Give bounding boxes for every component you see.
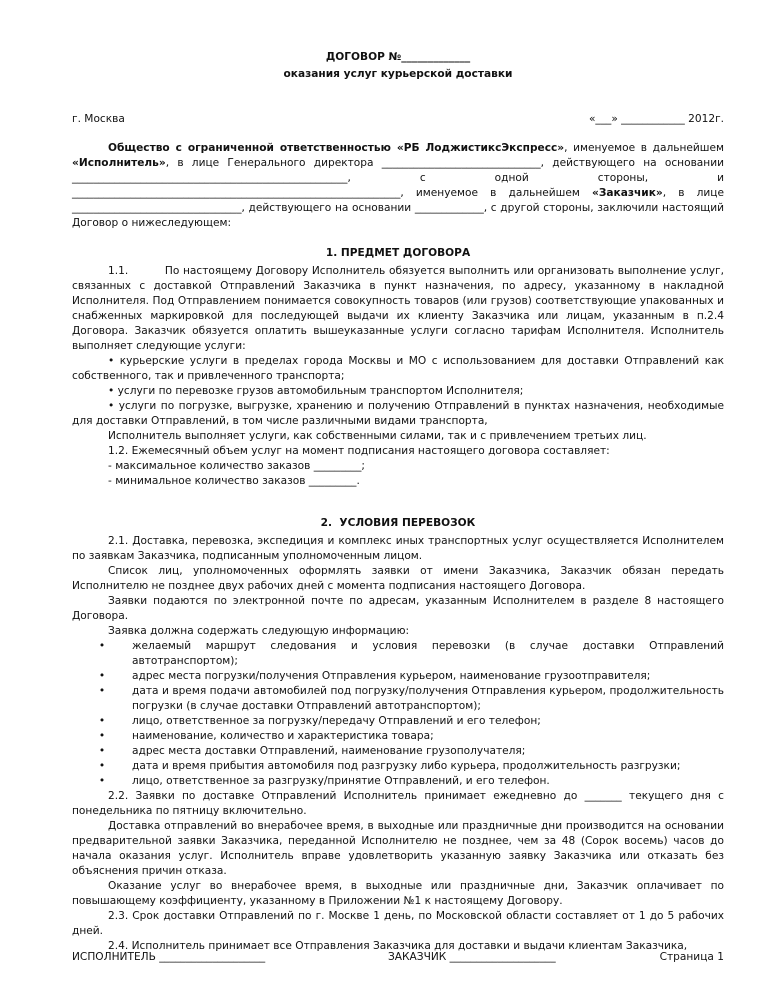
preamble-part4: , в лице ________________________________, действующего на основании _____________, с другой стороны, заключили настоящий Договор о нижеследующем: <box>72 187 725 229</box>
clause-2-2: 2.2. Заявки по доставке Отправлений Исполнитель принимает ежедневно до _______ текущего дня с понедельника по пятницу включительно. <box>72 790 724 817</box>
preamble-part1: Общество с ограниченной ответственностью <box>108 142 397 154</box>
preamble <box>72 141 724 231</box>
service-bullet-3: • услуги по погрузке, выгрузке, хранению и получению Отправлений в пунктах назначения, необходимые для доставки Отправлений, в том числе различными видами транспорта, <box>72 400 724 427</box>
contract-date: «___» ____________ 2012г. <box>588 113 724 125</box>
min-orders: - минимальное количество заказов _________. <box>108 475 360 487</box>
list-item-text: дата и время подачи автомобилей под погрузку/получения Отправления курьером, продолжительность погрузки (в случае доставки Отправлений автотранспортом); <box>132 685 724 712</box>
section2-heading: 2. УСЛОВИЯ ПЕРЕВОЗОК <box>320 517 476 529</box>
executor-term: «Исполнитель» <box>72 157 166 169</box>
preamble-part2: , именуемое в дальнейшем <box>564 142 724 154</box>
list-item <box>72 684 724 714</box>
authorized-list: Список лиц, уполномоченных оформлять заявки от имени Заказчика, Заказчик обязан передать Исполнителю не позднее двух рабочих дней с момента подписания настоящего Договора. <box>72 565 724 592</box>
company-name: «РБ ЛоджистиксЭкспресс» <box>396 142 565 154</box>
preamble-part3: , в лице Генерального директора ______________________________, действующего на основании ____________________________________________________, с одной стороны, и ______________________________________________________________, именуемое в дальнейшем <box>72 157 724 199</box>
list-item <box>72 729 724 744</box>
bullet: • <box>98 730 106 742</box>
clause-2-1: 2.1. Доставка, перевозка, экспедиция и комплекс иных транспортных услуг осуществляется Исполнителем по заявкам Заказчика, подписанным уполномоченным лицом. <box>72 535 724 562</box>
clause-2-4: 2.4. Исполнитель принимает все Отправления Заказчика для доставки и выдачи клиентам Заказчика, <box>108 940 688 952</box>
list-item <box>72 774 724 789</box>
list-item-text: лицо, ответственное за разгрузку/принятие Отправлений, и его телефон. <box>132 775 550 787</box>
max-orders: - максимальное количество заказов _________; <box>108 460 365 472</box>
contract-subtitle: оказания услуг курьерской доставки <box>283 68 513 80</box>
place-date-row <box>72 112 724 127</box>
bullet: • <box>98 745 106 757</box>
email-submission: Заявки подаются по электронной почте по адресам, указанным Исполнителем в разделе 8 настоящего Договора. <box>72 595 724 622</box>
list-item <box>72 639 724 669</box>
list-item <box>72 744 724 759</box>
bullet: • <box>98 715 106 727</box>
page-number: Страница 1 <box>659 951 724 963</box>
clause-2-3: 2.3. Срок доставки Отправлений по г. Москве 1 день, по Московской области составляет от 1 до 5 рабочих дней. <box>72 910 724 937</box>
clause-1-1: 1.1. По настоящему Договору Исполнитель обязуется выполнить или организовать выполнение услуг, связанных с доставкой Отправлений Заказчика в пункт назначения, по адресу, указанному в накладной Исполнителя. Под Отправлением понимается совокупность товаров (или грузов) соответствующие упакованных и снабженных маркировкой для последующей выдачи их клиенту Заказчика или лицам, указанным в п.2.4 Договора. Заказчик обязуется оплатить вышеуказанные услуги согласно тарифам Исполнителя. Исполнитель выполняет следующие услуги: <box>72 265 724 352</box>
list-item <box>72 669 724 684</box>
bullet: • <box>98 670 106 682</box>
list-item <box>72 759 724 774</box>
city: г. Москва <box>72 113 125 125</box>
off-hours-payment: Оказание услуг во внерабочее время, в выходные или праздничные дни, Заказчик оплачивает по повышающему коэффициенту, указанному в Приложении №1 к настоящему Договору. <box>72 880 724 907</box>
list-item-text: адрес места доставки Отправлений, наименование грузополучателя; <box>132 745 526 757</box>
bullet: • <box>98 640 106 652</box>
service-bullet-1: • курьерские услуги в пределах города Москвы и МО с использованием для доставки Отправлений как собственного, так и привлеченного транспорта; <box>72 355 724 382</box>
service-bullet-2: • услуги по перевозке грузов автомобильным транспортом Исполнителя; <box>108 385 524 397</box>
clause-1-2: 1.2. Ежемесячный объем услуг на момент подписания настоящего договора составляет: <box>108 445 610 457</box>
bullet: • <box>98 760 106 772</box>
list-item-text: наименование, количество и характеристика товара; <box>132 730 434 742</box>
executor-signature: ИСПОЛНИТЕЛЬ ____________________ <box>72 951 266 963</box>
off-hours-delivery: Доставка отправлений во внерабочее время, в выходные или праздничные дни производится на основании предварительной заявки Заказчика, переданной Исполнителю не позднее, чем за 48 (Сорок восемь) часов до начала оказания услуг. Исполнитель вправе удовлетворить указанную заявку Заказчика или отказать без объяснения причин отказа. <box>72 820 724 877</box>
list-item-text: дата и время прибытия автомобиля под разгрузку либо курьера, продолжительность разгрузки; <box>132 760 681 772</box>
contract-title: ДОГОВОР №_____________ <box>325 51 471 63</box>
list-item-text: желаемый маршрут следования и условия перевозки (в случае доставки Отправлений автотранспортом); <box>132 640 724 667</box>
request-contents-intro: Заявка должна содержать следующую информацию: <box>108 625 410 637</box>
customer-term: «Заказчик» <box>592 187 663 199</box>
section1-body <box>72 264 724 489</box>
section2-body <box>72 534 724 954</box>
list-item-text: адрес места погрузки/получения Отправления курьером, наименование грузоотправителя; <box>132 670 651 682</box>
section1-heading: 1. ПРЕДМЕТ ДОГОВОРА <box>325 247 471 259</box>
page-footer <box>72 950 724 966</box>
list-item <box>72 714 724 729</box>
bullet: • <box>98 775 106 787</box>
third-parties-note: Исполнитель выполняет услуги, как собственными силами, так и с привлечением третьих лиц. <box>108 430 647 442</box>
customer-signature: ЗАКАЗЧИК ____________________ <box>388 951 556 963</box>
list-item-text: лицо, ответственное за погрузку/передачу Отправлений и его телефон; <box>132 715 541 727</box>
bullet: • <box>98 685 106 697</box>
